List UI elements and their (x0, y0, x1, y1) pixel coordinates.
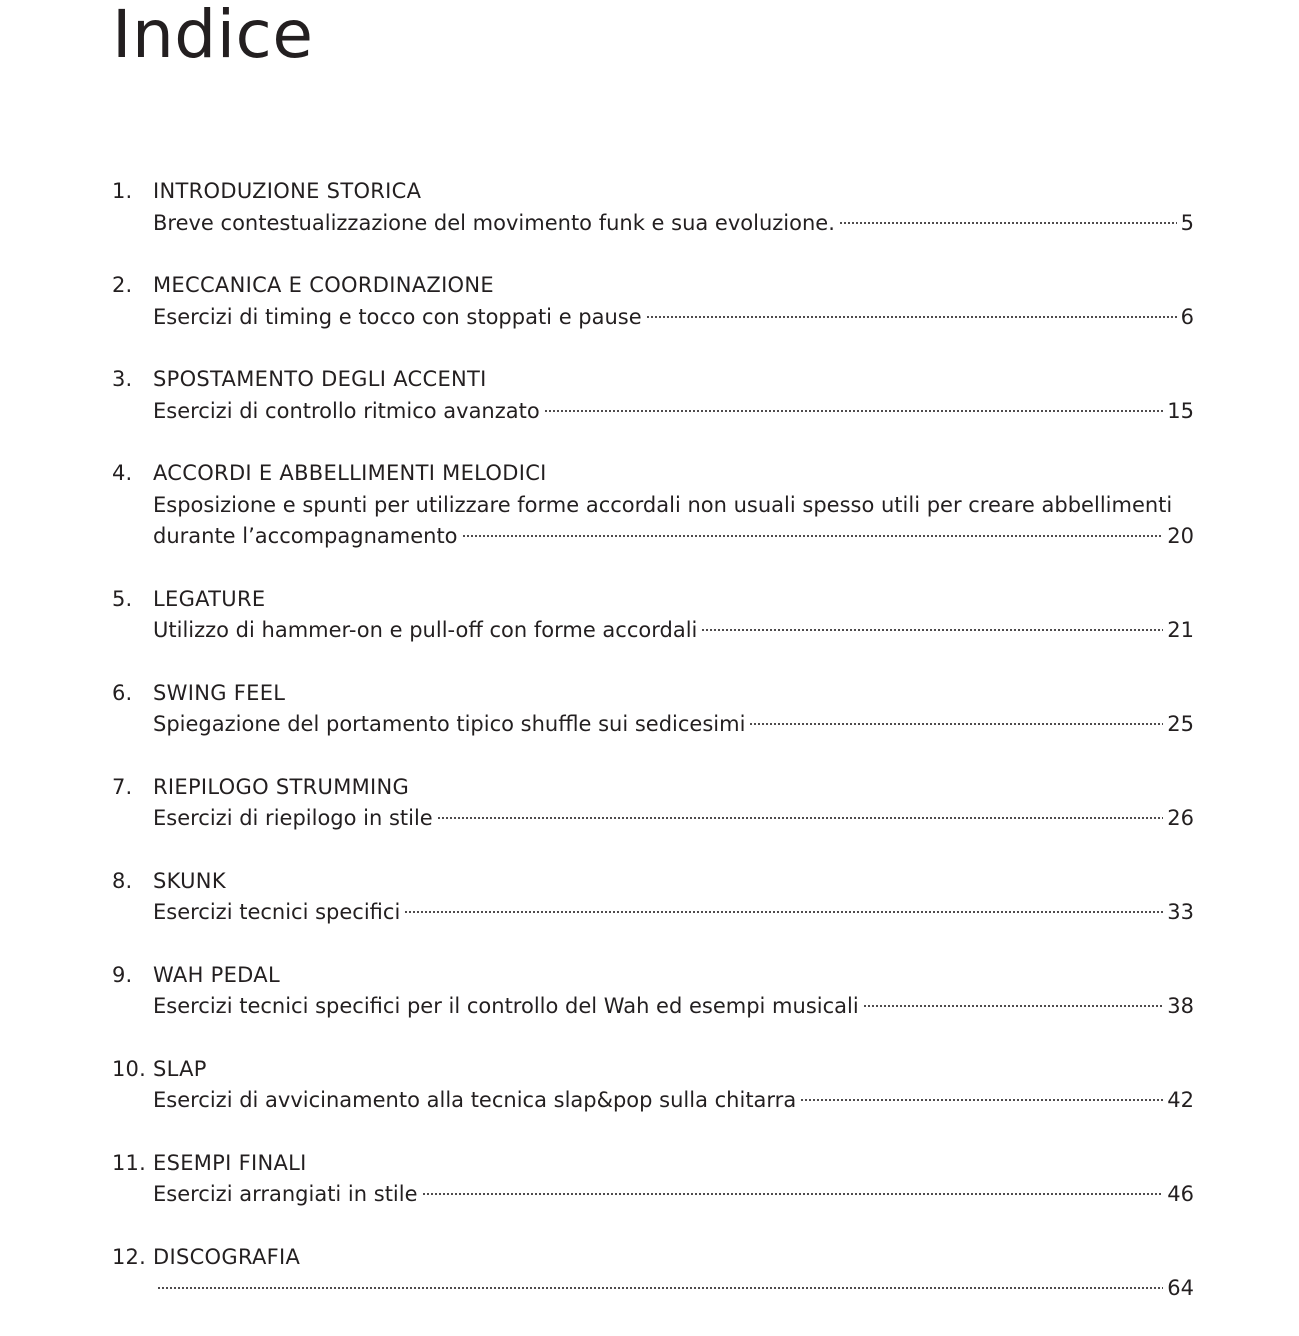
toc-entry-page-number: 21 (1167, 618, 1194, 642)
toc-entry-number: 8. (112, 868, 133, 893)
toc-entry-description-text: Esercizi di avvicinamento alla tecnica slap&pop sulla chitarra (153, 1088, 797, 1112)
toc-entry-description (153, 709, 1194, 741)
dot-leader (839, 221, 1177, 225)
toc-entry-page-number: 26 (1167, 806, 1194, 830)
toc-entry-number: 2. (112, 273, 133, 297)
dot-leader (544, 409, 1164, 413)
toc-entry[interactable] (112, 364, 1194, 427)
toc-entry-description-line (153, 709, 1194, 741)
toc-entry-page-number: 20 (1167, 524, 1194, 548)
dot-leader (646, 315, 1177, 319)
toc-entry-description-line (153, 208, 1194, 240)
toc-entry-heading (112, 458, 1194, 490)
toc-entry-page-number: 6 (1180, 304, 1194, 329)
toc-entry-heading (112, 1054, 1194, 1086)
toc-entry-number: 9. (112, 962, 133, 987)
toc-entry-heading (112, 866, 1194, 898)
toc-entry-description-text: Esercizi arrangiati in stile (153, 1182, 418, 1206)
toc-entry-description-line (153, 1273, 1194, 1305)
toc-entry-description-text: Breve contestualizzazione del movimento funk e sua evoluzione. (153, 210, 835, 235)
toc-entry-page-number: 33 (1167, 900, 1194, 924)
toc-entry[interactable] (112, 960, 1194, 1023)
toc-entry-title: SPOSTAMENTO DEGLI ACCENTI (153, 367, 487, 391)
toc-entry-heading (112, 678, 1194, 710)
toc-entry-description-text: durante l’accompagnamento (153, 524, 458, 548)
toc-entry-title: SLAP (153, 1056, 207, 1081)
dot-leader (749, 722, 1163, 726)
toc-entry-number: 11. (112, 1150, 146, 1175)
toc-entry-description (153, 1179, 1194, 1211)
toc-entry-page-number: 38 (1167, 994, 1194, 1018)
toc-entry-description-line (153, 615, 1194, 647)
toc-entry-number: 1. (112, 179, 133, 203)
toc-entry[interactable] (112, 584, 1194, 647)
toc-entry[interactable] (112, 176, 1194, 239)
page-title: Indice (112, 0, 314, 73)
toc-entry-description (153, 1273, 1194, 1305)
toc-entry-heading (112, 772, 1194, 804)
toc-entry-page-number: 5 (1180, 210, 1194, 235)
toc-entry-page-number: 15 (1167, 398, 1194, 423)
toc-entry-description-text: Esposizione e spunti per utilizzare forme accordali non usuali spesso utili per creare abbellimenti (153, 492, 1173, 517)
toc-entry-number: 5. (112, 586, 133, 611)
toc-entry[interactable] (112, 1148, 1194, 1211)
toc-entry[interactable] (112, 678, 1194, 741)
toc-entry-description (153, 302, 1194, 334)
toc-entry-title: DISCOGRAFIA (153, 1244, 301, 1269)
toc-entry-title: ESEMPI FINALI (153, 1150, 307, 1175)
toc-entry-description-line (153, 1179, 1194, 1211)
dot-leader (800, 1098, 1163, 1102)
toc-entry-description (153, 803, 1194, 835)
toc-entry-number: 7. (112, 774, 133, 799)
toc-entry-description-text: Esercizi di timing e tocco con stoppati e pause (153, 304, 642, 329)
toc-entry[interactable] (112, 1054, 1194, 1117)
toc-entry-number: 10. (112, 1056, 146, 1081)
toc-entry-heading (112, 176, 1194, 208)
toc-entry-title: INTRODUZIONE STORICA (153, 179, 422, 203)
toc-entry-description (153, 208, 1194, 240)
toc-entry-page-number: 46 (1167, 1182, 1194, 1206)
toc-entry-description-text: Esercizi tecnici specifici per il controllo del Wah ed esempi musicali (153, 994, 859, 1018)
toc-entry-description-text: Spiegazione del portamento tipico shuffle sui sedicesimi (153, 712, 746, 736)
toc-entry-description (153, 396, 1194, 428)
toc-entry-description-line (153, 396, 1194, 428)
toc-entry-title: RIEPILOGO STRUMMING (153, 774, 410, 799)
toc-entry-description-line (153, 991, 1194, 1023)
dot-leader (422, 1192, 1164, 1196)
toc-entry-heading (112, 1242, 1194, 1274)
toc-entry-title: MECCANICA E COORDINAZIONE (153, 273, 494, 297)
toc-entry-title: SKUNK (153, 868, 226, 893)
toc-entry-page-number: 25 (1167, 712, 1194, 736)
dot-leader (462, 534, 1164, 538)
toc-entry-heading (112, 1148, 1194, 1180)
toc-entry-description-line (153, 521, 1194, 553)
dot-leader (701, 628, 1163, 632)
dot-leader (437, 816, 1164, 820)
toc-entry[interactable] (112, 772, 1194, 835)
toc-entry-heading (112, 960, 1194, 992)
toc-entry-description-text: Esercizi di controllo ritmico avanzato (153, 398, 540, 423)
toc-entry-number: 12. (112, 1244, 146, 1269)
dot-leader (404, 910, 1163, 914)
toc-entry-description-line (153, 803, 1194, 835)
toc-entry-title: ACCORDI E ABBELLIMENTI MELODICI (153, 461, 547, 485)
toc-entry-heading (112, 364, 1194, 396)
toc-entry-description-line (153, 490, 1194, 522)
toc-entry-description (153, 991, 1194, 1023)
toc-entry-description (153, 897, 1194, 929)
toc-entry-description-text: Esercizi di riepilogo in stile (153, 806, 433, 830)
toc-entry-heading (112, 270, 1194, 302)
toc-entry-page-number: 42 (1167, 1088, 1194, 1112)
toc-entry-description-text: Utilizzo di hammer-on e pull-off con forme accordali (153, 618, 698, 642)
toc-entry-page-number: 64 (1167, 1276, 1194, 1300)
table-of-contents (112, 176, 1194, 1336)
dot-leader (863, 1004, 1164, 1008)
toc-entry-description-line (153, 897, 1194, 929)
toc-entry-description (153, 490, 1194, 553)
toc-entry-number: 3. (112, 367, 133, 391)
toc-entry-description (153, 615, 1194, 647)
toc-entry-description-line (153, 302, 1194, 334)
toc-entry[interactable] (112, 458, 1194, 553)
toc-entry[interactable] (112, 1242, 1194, 1305)
toc-entry-number: 4. (112, 461, 133, 485)
toc-entry-heading (112, 584, 1194, 616)
toc-entry[interactable] (112, 866, 1194, 929)
toc-entry-title: WAH PEDAL (153, 962, 280, 987)
toc-entry-title: SWING FEEL (153, 680, 286, 705)
toc-entry-description-line (153, 1085, 1194, 1117)
toc-entry-number: 6. (112, 680, 133, 705)
toc-entry-description-text: Esercizi tecnici specifici (153, 900, 401, 924)
toc-entry-description (153, 1085, 1194, 1117)
dot-leader (157, 1286, 1163, 1290)
toc-entry[interactable] (112, 270, 1194, 333)
toc-entry-title: LEGATURE (153, 586, 266, 611)
